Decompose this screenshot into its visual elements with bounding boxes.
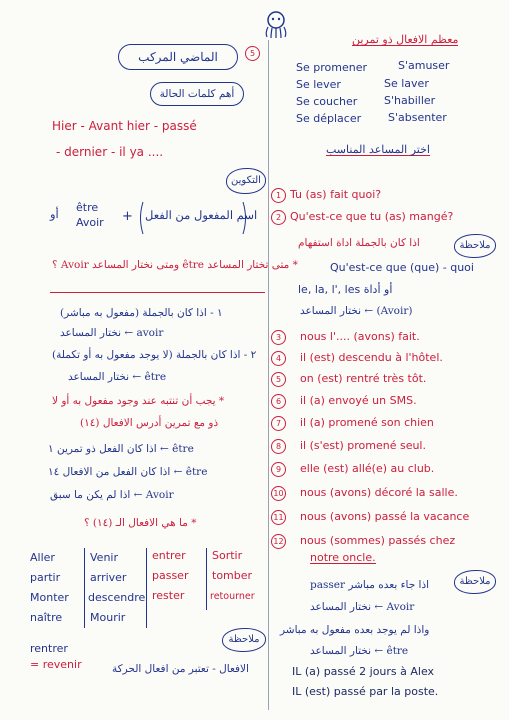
time-words-line2: - dernier - il ya .... (56, 145, 164, 159)
verb-cell: Sortir (212, 549, 243, 562)
section-number: 5 (245, 46, 260, 61)
pronominal-verb: Se déplacer (296, 112, 362, 125)
right-note-3: le, la, l', les أو أداة (298, 283, 393, 296)
exercise-number: 8 (271, 439, 286, 454)
exercise-number: 5 (271, 372, 286, 387)
verb-cell: naître (30, 611, 63, 624)
exercise-9: elle (est) allé(e) au club. (300, 462, 435, 475)
right-note-1: اذا كان بالجملة اداة استفهام (298, 237, 420, 249)
verb-cell: Monter (30, 591, 69, 604)
exercise-10: nous (avons) décoré la salle. (300, 486, 458, 499)
exercise-1: Tu (as) fait quoi? (290, 188, 382, 201)
right-heading: معظم الافعال ذو تمرين (352, 33, 459, 46)
exercise-7: il (a) promené son chien (300, 416, 434, 429)
passer-rule-2: Avoir ← نختار المساعد (310, 601, 415, 613)
exercise-number: 2 (271, 210, 286, 225)
verb-cell: retourner (210, 591, 255, 602)
exercise-4: il (est) descendu à l'hôtel. (300, 351, 443, 364)
verb-cell: Mourir (90, 611, 126, 624)
exercise-number: 4 (271, 351, 286, 366)
verb-cell: entrer (152, 549, 186, 562)
verb-cell: Aller (30, 551, 55, 564)
verbs-grid (28, 548, 268, 628)
pronominal-verb: Se coucher (296, 95, 358, 108)
right-subheading: اختر المساعد المناسب (326, 143, 430, 156)
verb-cell: Venir (90, 551, 118, 564)
exercise-number: 10 (271, 486, 286, 501)
exercise-12-line1: nous (sommes) passés chez (300, 534, 456, 547)
passer-rule-3: واذا لم يوجد بعده مفعول به مباشر (280, 624, 430, 636)
pronominal-verb: S'habiller (384, 94, 436, 107)
aux-or: أو (50, 207, 59, 221)
left-note-label: ملاحظة (222, 628, 266, 652)
verb-cell: passer (152, 569, 189, 582)
right-note-label: ملاحظة (454, 234, 496, 258)
verb-cell: arriver (90, 571, 127, 584)
exercise-11: nous (avons) passé la vacance (300, 510, 470, 523)
exercise-number: 11 (271, 510, 286, 525)
participle-text: اسم المفعول من الفعل (145, 208, 258, 222)
pronominal-verb: Se promener (296, 61, 367, 74)
verb-cell: descendre (88, 591, 146, 604)
verb-cell: rester (152, 589, 185, 602)
aux-avoir: Avoir (76, 216, 104, 229)
rule1-aux: avoir ← نختار المساعد (60, 327, 164, 339)
rule-c: Avoir ← اذا لم يكن ما سبق (50, 489, 174, 501)
grid-line (206, 548, 207, 610)
rentrer: rentrer (30, 642, 68, 655)
choice-underline (50, 292, 265, 293)
exercise-number: 12 (271, 534, 286, 549)
choice-heading: * متى تختار المساعد être ومتى نختار المساعد Avoir ؟ (52, 259, 298, 271)
pronominal-verb: Se lever (296, 78, 341, 91)
exercise-number: 3 (271, 330, 286, 345)
right-note-4: (Avoir) ← نختار المساعد (300, 305, 413, 317)
pronominal-verb: S'amuser (398, 59, 450, 72)
verb-cell: partir (30, 571, 61, 584)
exercise-13: IL (a) passé 2 jours à Alex (292, 665, 435, 678)
verbs14-heading: ذو مع تمرين أدرس الافعال (١٤) (80, 417, 219, 429)
notice: * يجب أن تنتبه عند وجود مفعول به أو لا (52, 395, 225, 407)
rule-b: être ← اذا كان الفعل من الافعال ١٤ (48, 466, 208, 478)
rule2-aux: être ← نختار المساعد (68, 371, 167, 383)
verb-cell: tomber (212, 569, 253, 582)
exercise-3: nous l'.... (avons) fait. (300, 330, 420, 343)
exercise-8: il (s'est) promené seul. (300, 439, 426, 452)
formation-label: التكوين (226, 168, 266, 194)
exercise-6: il (a) envoyé un SMS. (300, 394, 417, 407)
octopus-logo-icon (262, 10, 290, 40)
plus-sign: + (122, 209, 133, 224)
time-words-line1: Hier - Avant hier - passé (52, 119, 197, 133)
exercise-5: on (est) rentré très tôt. (300, 372, 427, 385)
exercise-12-line2: notre oncle. (310, 551, 376, 564)
rule2: ٢ - اذا كان بالجملة (لا يوجد مفعول به أو تكملة) (52, 349, 257, 361)
time-words-heading: أهم كلمات الحالة (150, 82, 244, 106)
list-heading: * ما هي الافعال الـ (١٤) ؟ (84, 517, 197, 529)
rule-a: être ← اذا كان الفعل ذو تمرين ١ (48, 443, 194, 455)
exercise-2: Qu'est-ce que tu (as) mangé? (290, 210, 454, 223)
column-divider (268, 40, 269, 710)
aux-etre: être (76, 201, 99, 214)
exercise-number: 9 (271, 462, 286, 477)
bracket-icon (138, 198, 248, 238)
pronominal-verb: Se laver (384, 77, 429, 90)
exercise-number: 6 (271, 394, 286, 409)
right-note2-label: ملاحظة (454, 570, 496, 594)
revenir: = revenir (30, 658, 82, 671)
passer-rule-1: اذا جاء بعده مباشر passer (310, 579, 430, 591)
exercise-14: IL (est) passé par la poste. (292, 685, 439, 698)
right-note-2: Qu'est-ce que (que) - quoi (330, 261, 474, 274)
passer-rule-4: être ← نختار المساعد (310, 645, 409, 657)
section-title: الماضي المركب (118, 44, 238, 70)
grid-line (84, 548, 85, 628)
rule1: ١ - اذا كان بالجملة (مفعول به مباشر) (60, 307, 223, 319)
left-note-text: الافعال - تعتبر من افعال الحركة (112, 663, 249, 675)
exercise-number: 1 (271, 188, 286, 203)
grid-line (146, 548, 147, 628)
pronominal-verb: S'absenter (388, 111, 447, 124)
exercise-number: 7 (271, 416, 286, 431)
